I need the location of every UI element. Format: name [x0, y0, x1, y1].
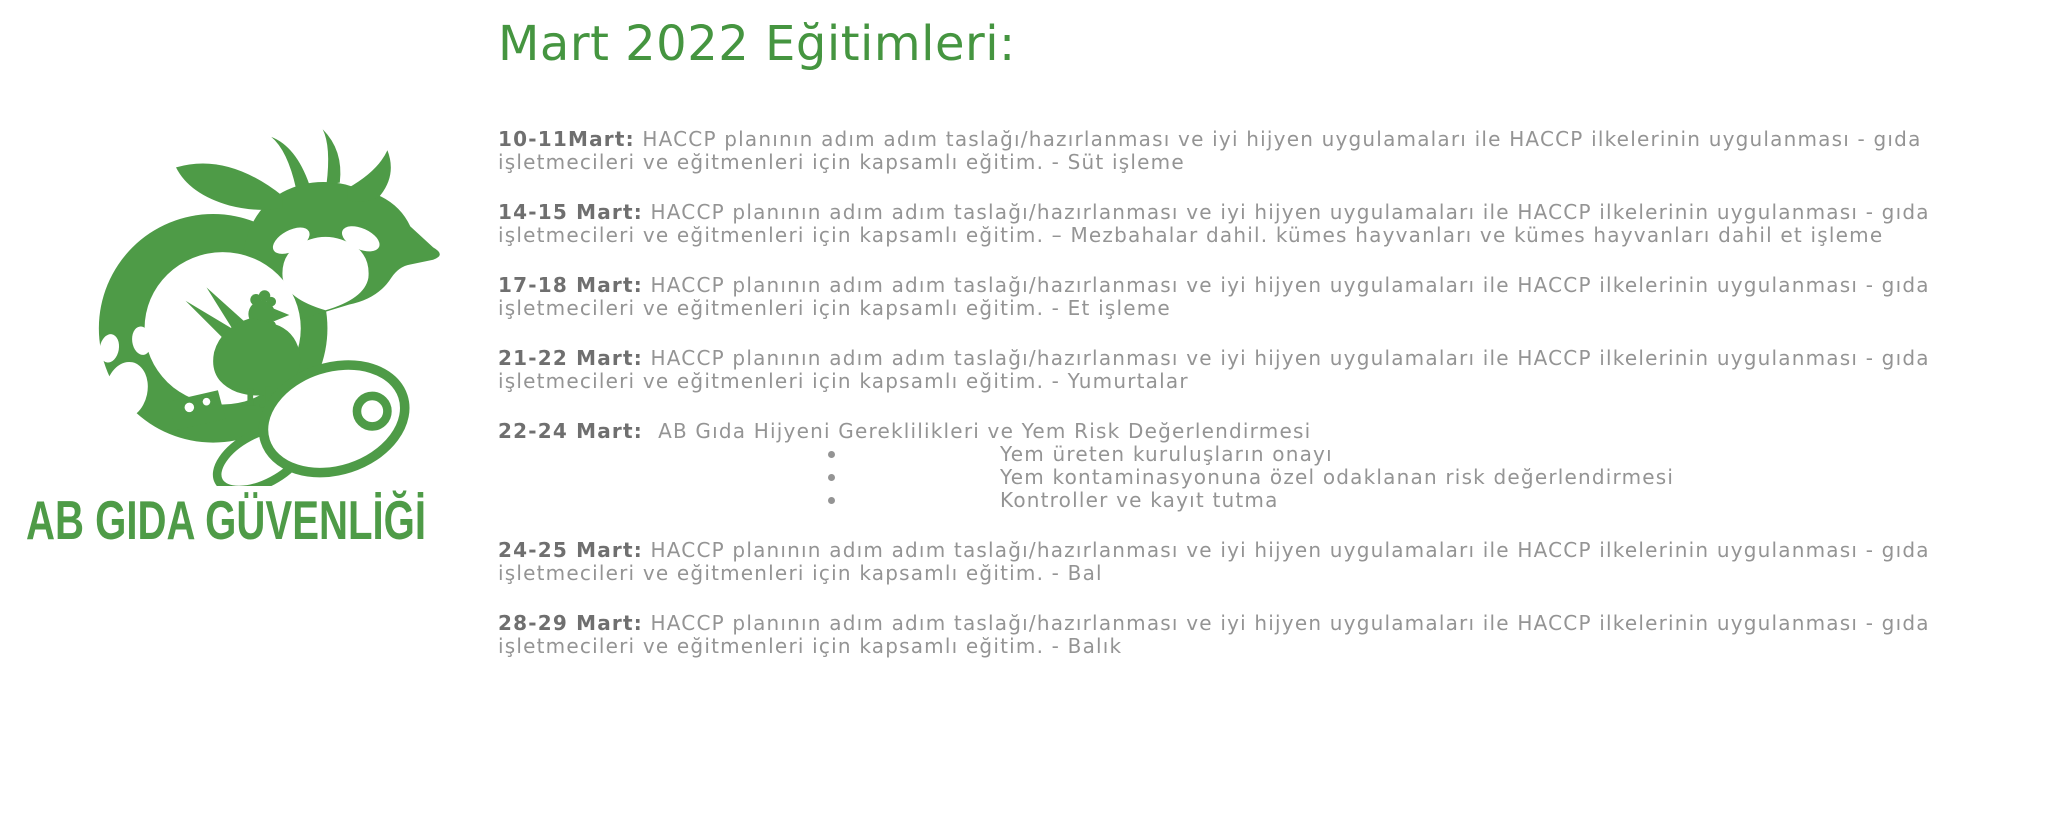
bullet-item	[498, 466, 1960, 489]
bullet-icon	[828, 474, 835, 481]
training-text: AB Gıda Hijyeni Gereklilikleri ve Yem Risk Değerlendirmesi	[642, 419, 1312, 443]
training-bullets	[498, 443, 1960, 512]
trainings-section	[498, 16, 1960, 685]
training-date: 28-29 Mart:	[498, 611, 643, 635]
bullet-text: Yem üreten kuruluşların onayı	[1000, 442, 1333, 466]
bullet-text: Kontroller ve kayıt tutma	[1000, 488, 1279, 512]
training-date: 17-18 Mart:	[498, 273, 643, 297]
bullet-icon	[828, 451, 835, 458]
training-text: HACCP planının adım adım taslağı/hazırlanması ve iyi hijyen uygulamaları ile HACCP ilkelerinin uygulanması - gıda işletmecileri ve eğitmenleri için kapsamlı eğitim. – Mezbahalar dahil. kümes hayvanları ve kümes hayvanları dahil et işleme	[498, 200, 1938, 247]
training-date: 22-24 Mart:	[498, 419, 643, 443]
training-item	[498, 201, 1960, 247]
training-item	[498, 420, 1960, 512]
bullet-item	[498, 489, 1960, 512]
training-text: HACCP planının adım adım taslağı/hazırlanması ve iyi hijyen uygulamaları ile HACCP ilkelerinin uygulanması - gıda işletmecileri ve eğitmenleri için kapsamlı eğitim. - Et işleme	[498, 273, 1938, 320]
training-text: HACCP planının adım adım taslağı/hazırlanması ve iyi hijyen uygulamaları ile HACCP ilkelerinin uygulanması - gıda işletmecileri ve eğitmenleri için kapsamlı eğitim. - Yumurtalar	[498, 346, 1938, 393]
bullet-text: Yem kontaminasyonuna özel odaklanan risk değerlendirmesi	[1000, 465, 1675, 489]
logo-wordmark: AB GIDA GÜVENLİĞİ	[26, 489, 427, 551]
bullet-icon	[828, 497, 835, 504]
training-text: HACCP planının adım adım taslağı/hazırlanması ve iyi hijyen uygulamaları ile HACCP ilkelerinin uygulanması - gıda işletmecileri ve eğitmenleri için kapsamlı eğitim. - Bal	[498, 538, 1938, 585]
training-text: HACCP planının adım adım taslağı/hazırlanması ve iyi hijyen uygulamaları ile HACCP ilkelerinin uygulanması - gıda işletmecileri ve eğitmenleri için kapsamlı eğitim. - Balık	[498, 611, 1938, 658]
training-date: 24-25 Mart:	[498, 538, 643, 562]
training-item	[498, 539, 1960, 585]
trainings-list	[498, 128, 1960, 658]
page-title: Mart 2022 Eğitimleri:	[498, 16, 1016, 72]
training-item	[498, 612, 1960, 658]
brand-block	[26, 104, 476, 552]
training-date: 10-11Mart:	[498, 127, 635, 151]
training-item	[498, 128, 1960, 174]
training-date: 21-22 Mart:	[498, 346, 643, 370]
training-text: HACCP planının adım adım taslağı/hazırlanması ve iyi hijyen uygulamaları ile HACCP ilkelerinin uygulanması - gıda işletmecileri ve eğitmenleri için kapsamlı eğitim. - Süt işleme	[498, 127, 1930, 174]
training-item	[498, 347, 1960, 393]
bullet-item	[498, 443, 1960, 466]
training-date: 14-15 Mart:	[498, 200, 643, 224]
cow-chicken-ham-logo-icon	[56, 104, 456, 486]
training-item	[498, 274, 1960, 320]
